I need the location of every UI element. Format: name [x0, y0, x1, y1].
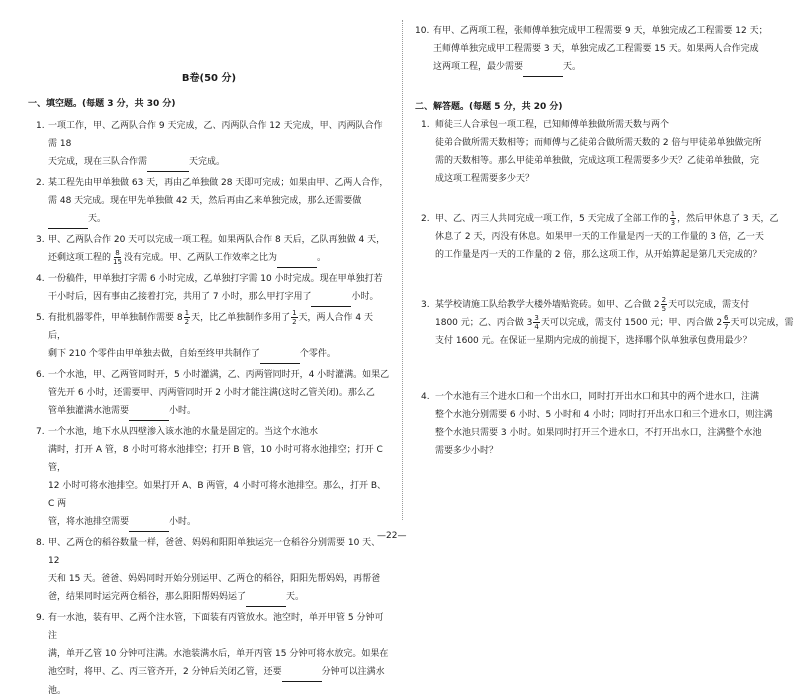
fraction: $\frac{8}{15}$	[113, 249, 122, 266]
question-number: 3.	[421, 300, 430, 310]
question-number: 2.	[421, 214, 430, 224]
question-line: 一项工作，甲、乙两队合作 9 天完成，乙、丙两队合作 12 天完成，甲、丙两队合作需 18	[48, 121, 383, 149]
question-line: 甲、乙两仓的稻谷数量一样，爸爸、妈妈和阳阳单独运完一仓稻谷分别需要 10 天、12	[48, 538, 381, 566]
question-line: 管先开 6 小时，还需要甲、丙两管同时开 2 小时才能注满(这时乙管关闭)。那么乙	[48, 388, 375, 398]
question-number: 1.	[36, 121, 45, 131]
question-line: 某学校请施工队给教学大楼外墙贴瓷砖。如甲、乙合做 2 $\frac{2}{5}$ 天可以完成，需支付	[435, 296, 750, 313]
question-line: 爸，结果同时运完两仓稻谷，那么阳阳帮妈妈运了 天。	[48, 588, 390, 607]
answer-blank[interactable]	[282, 663, 322, 682]
question-line: 师徒三人合承包一项工程，已知师傅单独做所需天数与两个	[435, 120, 670, 130]
question-number: 1.	[421, 120, 430, 130]
question-line: 需的天数相等。那么甲徒弟单独做，完成这项工程需要多少天？乙徒弟单独做，完	[435, 156, 760, 166]
question-9	[28, 609, 390, 700]
fraction: $\frac{1}{3}$	[670, 210, 676, 227]
question-line: 一个水池，甲、乙两管同时开，5 小时灌满，乙、丙两管同时开，4 小时灌满。如果乙	[48, 370, 390, 380]
question-line: 成这项工程需要多少天？	[435, 174, 535, 184]
question-line: 有一水池，装有甲、乙两个注水管，下面装有丙管放水。池空时，单开甲管 5 分钟可注	[48, 613, 384, 641]
question-line: 甲、乙两队合作 20 天可以完成一项工程。如果两队合作 8 天后，乙队再独做 4 天，	[48, 235, 386, 245]
answer-blank[interactable]	[48, 210, 88, 229]
section-heading: 二、解答题。(每题 5 分，共 20 分)	[415, 102, 563, 112]
question-line: 天。	[48, 210, 390, 229]
question-line: 干小时后，因有事由乙接着打完，共用了 7 小时，那么甲打字用了 小时。	[48, 288, 390, 307]
question-7	[28, 423, 390, 532]
question-number: 3.	[36, 235, 45, 245]
question-2	[28, 174, 390, 229]
question-line: 满，单开乙管 10 分钟可注满。水池装满水后，单开丙管 15 分钟可将水放完。如果在	[48, 649, 389, 659]
question-number: 10.	[415, 26, 430, 36]
question-number: 5.	[36, 313, 45, 323]
question-line: 还剩这项工程的 $\frac{8}{15}$ 没有完成。甲、乙两队工作效率之比为 。	[48, 249, 326, 266]
question-line: 一个水池，地下水从四壁渗入该水池的水量是固定的。当这个水池水	[48, 427, 319, 437]
question-line: 管，将水池排空需要 小时。	[48, 513, 390, 532]
question-line: 徒弟合做所需天数相等；而师傅与乙徒弟合做所需天数的 2 倍与甲徒弟单独做完所	[435, 138, 762, 148]
question-line: 需要多少小时？	[435, 446, 499, 456]
answer-blank[interactable]	[246, 588, 286, 607]
solve-question-3	[415, 296, 800, 350]
answer-blank[interactable]	[311, 288, 351, 307]
question-line: 休息了 2 天，丙没有休息。如果甲一天的工作量是丙一天的工作量的 3 倍，乙一天	[435, 232, 764, 242]
page-title: B卷(50 分)	[181, 73, 237, 84]
answer-blank[interactable]	[523, 58, 563, 77]
question-4	[28, 270, 390, 307]
question-number: 2.	[36, 178, 45, 188]
question-line: 这两项工程，最少需要 天。	[433, 58, 798, 77]
fraction: $\frac{1}{2}$	[184, 309, 190, 326]
question-number: 8.	[36, 538, 45, 548]
solve-question-1	[415, 116, 800, 188]
question-line: 甲、乙、丙三人共同完成一项工作，5 天完成了全部工作的 $\frac{1}{3}$ ，然后甲休息了 3 天，乙	[435, 210, 779, 227]
question-line: 需 48 天完成。现在甲先单独做 42 天，然后再由乙来单独完成，那么还需要做	[48, 196, 362, 206]
question-5	[28, 309, 390, 364]
fraction: $\frac{6}{7}$	[724, 314, 729, 331]
question-number: 7.	[36, 427, 45, 437]
solve-question-4	[415, 388, 800, 460]
question-number: 4.	[421, 392, 430, 402]
answer-blank[interactable]	[147, 153, 189, 172]
question-6	[28, 366, 390, 421]
solve-question-2	[415, 210, 800, 264]
question-line: 一份稿件，甲单独打字需 6 小时完成，乙单独打字需 10 小时完成。现在甲单独打若	[48, 274, 383, 284]
question-line: 王师傅单独完成甲工程需要 3 天，单独完成乙工程需要 15 天。如果两人合作完成	[433, 44, 759, 54]
fraction: $\frac{2}{5}$	[661, 296, 667, 313]
question-line: 12 小时可将水池排空。如果打开 A、B 两管，4 小时可将水池排空。那么，打开 B、C 两	[48, 481, 386, 509]
question-line: 有甲、乙两项工程，张师傅单独完成甲工程需要 9 天，单独完成乙工程需要 12 天；	[433, 26, 768, 36]
question-number: 9.	[36, 613, 45, 623]
question-line: 一个水池有三个进水口和一个出水口，同时打开出水口和其中的两个进水口，注满	[435, 392, 760, 402]
question-line: 剩下 210 个零件由甲单独去做，自始至终甲共制作了 个零件。	[48, 345, 390, 364]
question-8	[28, 534, 390, 607]
answer-blank[interactable]	[129, 513, 169, 532]
question-10	[415, 22, 798, 77]
answer-blank[interactable]	[277, 249, 317, 268]
question-line: 某工程先由甲单独做 63 天，再由乙单独做 28 天即可完成；如果由甲、乙两人合作，	[48, 178, 389, 188]
question-1	[28, 117, 390, 172]
answer-blank[interactable]	[260, 345, 300, 364]
fraction: $\frac{1}{2}$	[292, 309, 297, 326]
question-line: 整个水池只需要 3 小时。如果同时打开三个进水口，不打开出水口，注满整个水池	[435, 428, 762, 438]
fraction: $\frac{3}{4}$	[534, 314, 539, 331]
question-line: 管单独灌满水池需要 小时。	[48, 402, 390, 421]
answer-blank[interactable]	[129, 402, 169, 421]
column-divider	[402, 20, 403, 520]
question-line: 支付 1600 元。在保证一星期内完成的前提下，选择哪个队单独承包费用最少？	[435, 336, 752, 346]
question-line: 天和 15 天。爸爸、妈妈同时开始分别运甲、乙两仓的稻谷，阳阳先帮妈妈，再帮爸	[48, 574, 381, 584]
question-line: 满时，打开 A 管，8 小时可将水池排空；打开 B 管，10 小时可将水池排空；打开 C 管，	[48, 445, 383, 473]
question-line: 天完成，现在三队合作需 天完成。	[48, 153, 390, 172]
question-line: 的工作量是丙一天的工作量的 2 倍，那么这项工作，从开始算起是第几天完成的？	[435, 250, 762, 260]
question-line: 整个水池分别需要 6 小时、5 小时和 4 小时；同时打开出水口和三个进水口，则注满	[435, 410, 773, 420]
question-number: 4.	[36, 274, 45, 284]
question-3	[28, 231, 390, 268]
page-number: —22—	[377, 531, 407, 541]
question-line: 有批机器零件，甲单独制作需要 8 $\frac{1}{2}$ 天，比乙单独制作多用了 $\frac{1}{2}$ 天，两人合作 4 天后，	[48, 309, 373, 341]
section-fill-blank	[28, 95, 390, 700]
section-heading: 一、填空题。(每题 3 分，共 30 分)	[28, 99, 176, 109]
question-line: 1800 元；乙、丙合做 3 $\frac{3}{4}$ 天可以完成，需支付 1500 元；甲、丙合做 2 $\frac{6}{7}$ 天可以完成，需	[435, 314, 794, 331]
question-line: 池空时，将甲、乙、丙三管齐开，2 分钟后关闭乙管，还要 分钟可以注满水池。	[48, 663, 390, 700]
question-number: 6.	[36, 370, 45, 380]
